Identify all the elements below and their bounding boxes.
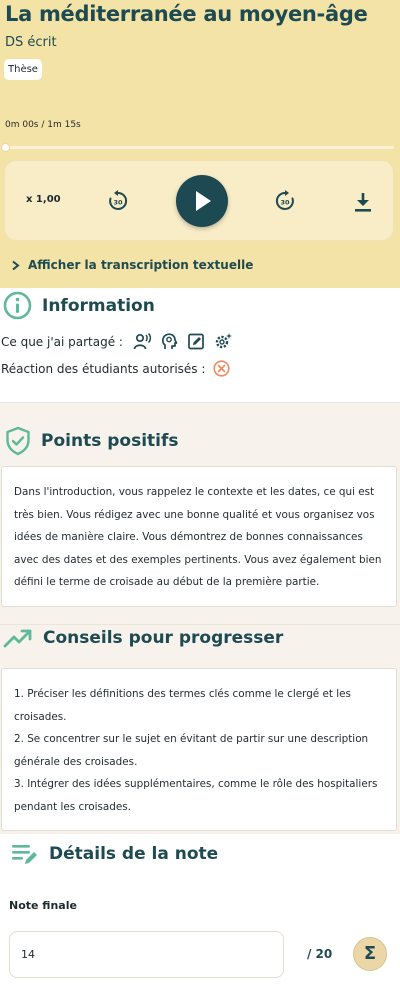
audio-title: La méditerranée au moyen-âge — [5, 2, 368, 26]
details-header — [11, 842, 218, 866]
points-positifs-section — [0, 402, 400, 624]
forward-seconds: 30 — [280, 198, 290, 207]
conseils-item-2: 2. Se concentrer sur le sujet en évitant de partir sur une description générale des croisades. — [14, 733, 369, 768]
transcript-toggle[interactable] — [11, 258, 253, 272]
sigma-button[interactable]: Σ — [353, 937, 387, 971]
shared-row — [1, 332, 233, 351]
info-icon — [3, 291, 32, 320]
audio-controls — [4, 160, 394, 241]
details-section — [0, 834, 400, 986]
conseils-section — [0, 624, 400, 834]
trending-up-icon — [3, 627, 33, 649]
information-title: Information — [42, 295, 155, 316]
conseils-item-1: 1. Préciser les définitions des termes clés comme le clergé et les croisades. — [14, 688, 351, 723]
note-finale-label: Note finale — [9, 899, 77, 912]
points-positifs-card — [1, 466, 397, 607]
conseils-header — [3, 627, 283, 649]
play-icon — [194, 190, 212, 212]
chevron-right-icon — [11, 260, 20, 271]
audio-progress-bar[interactable] — [4, 146, 394, 149]
reactions-label: Réaction des étudiants autorisés : — [1, 361, 206, 376]
note-max: / 20 — [307, 947, 333, 961]
note-finale-input[interactable]: 14 — [9, 931, 284, 978]
notes-list-icon — [11, 842, 39, 866]
forward-30-icon[interactable] — [273, 189, 297, 213]
information-header — [3, 291, 155, 320]
reactions-row — [1, 360, 230, 377]
points-positifs-header — [5, 426, 179, 456]
details-title: Détails de la note — [49, 844, 219, 864]
user-voice-icon — [133, 332, 152, 351]
head-idea-icon — [160, 332, 179, 351]
play-button[interactable] — [176, 175, 228, 227]
audio-player-card — [0, 0, 400, 288]
conseils-card — [1, 668, 397, 831]
audio-tag: Thèse — [4, 59, 42, 80]
download-icon[interactable] — [351, 190, 375, 214]
audio-progress-knob[interactable] — [1, 143, 10, 152]
rewind-seconds: 30 — [113, 198, 123, 207]
rewind-30-icon[interactable] — [106, 189, 130, 213]
audio-subtitle: DS écrit — [5, 35, 57, 50]
edit-note-icon — [187, 332, 206, 351]
close-circle-icon — [213, 360, 230, 377]
conseils-item-3: 3. Intégrer des idées supplémentaires, comme le rôle des hospitaliers pendant les croisades. — [14, 778, 378, 813]
shared-label: Ce que j'ai partagé : — [1, 334, 123, 349]
shield-check-icon — [5, 426, 31, 456]
audio-time: 0m 00s / 1m 15s — [5, 120, 81, 130]
points-positifs-title: Points positifs — [41, 431, 179, 451]
speed-button[interactable]: x 1,00 — [26, 194, 61, 205]
conseils-title: Conseils pour progresser — [43, 628, 284, 648]
settings-gear-icon — [214, 332, 233, 351]
information-section — [0, 288, 400, 402]
points-positifs-text: Dans l'introduction, vous rappelez le contexte et les dates, ce qui est très bien. Vous rédigez avec une bonne qualité et vous organisez vos idées de manière claire. Vous démontrez de bonnes connaissances avec des dates et des exemples pertinents. Vous avez également bien défini le terme de croisade au début de la première partie. — [14, 486, 382, 588]
transcript-label: Afficher la transcription textuelle — [28, 258, 254, 272]
